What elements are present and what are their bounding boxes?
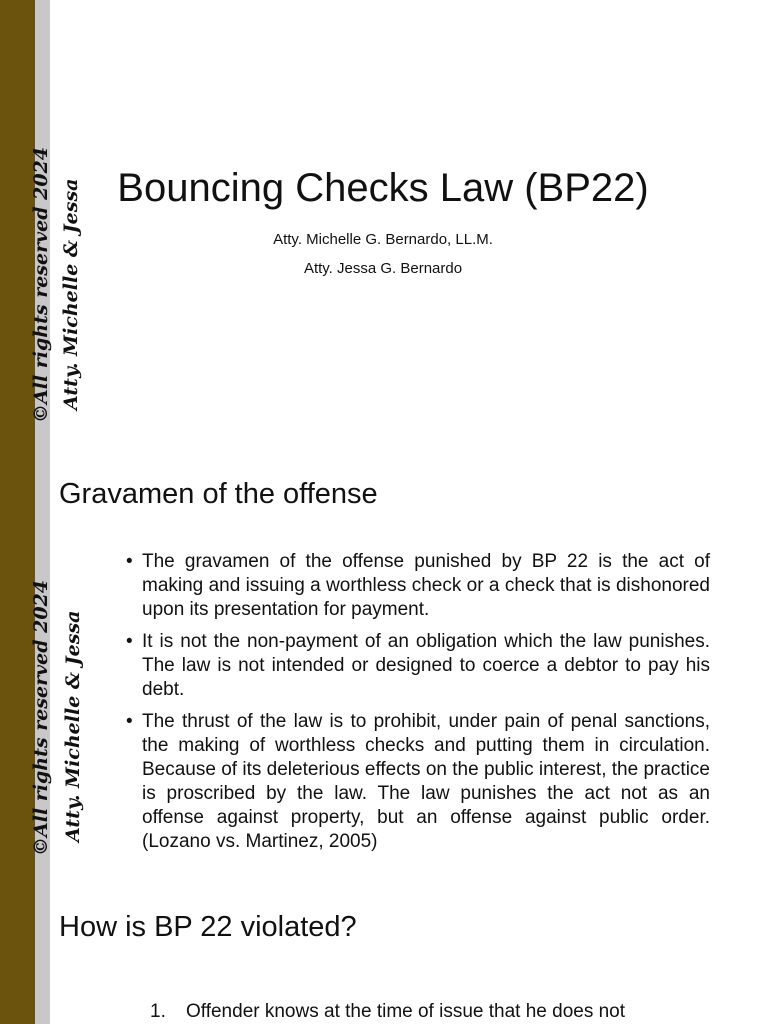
bullet-text: The thrust of the law is to prohibit, under pain of penal sanctions, the making of worthless checks and putting them in circulation. Because of its deleterious effects on the public interest, the practice is proscribed by the law. The law punishes the act not as an offense against property, but an offense against public order. (Lozano vs. Martinez, 2005) [142,711,710,852]
gravamen-bullet-list [126,550,710,862]
bullet-marker: • [126,631,133,652]
list-item [150,1000,710,1024]
violation-numbered-list [150,1000,710,1024]
author-line: Atty. Jessa G. Bernardo [303,260,463,277]
bullet-text: The gravamen of the offense punished by BP 22 is the act of making and issuing a worthless check or a check that is dishonored upon its presentation for payment. [142,551,710,620]
authors-watermark: Atty. Michelle & Jessa [62,610,84,842]
bullet-item [126,550,710,622]
section-heading-violated: How is BP 22 violated? [59,911,357,943]
copyright-watermark: ©All rights reserved 2024 [30,146,52,423]
page-title: Bouncing Checks Law (BP22) [117,166,649,210]
list-number: 1. [150,1001,166,1022]
bullet-item [126,630,710,702]
bullet-marker: • [126,711,133,732]
author-line: Atty. Michelle G. Bernardo, LL.M. [273,231,493,248]
section-heading-gravamen: Gravamen of the offense [59,478,378,510]
bullet-item [126,710,710,854]
bullet-marker: • [126,551,133,572]
authors-watermark: Atty. Michelle & Jessa [60,178,82,410]
list-item-text: Offender knows at the time of issue that he does not [186,1001,626,1022]
bullet-text: It is not the non-payment of an obligation which the law punishes. The law is not intended or designed to coerce a debtor to pay his debt. [142,631,710,700]
copyright-watermark: ©All rights reserved 2024 [30,579,52,856]
